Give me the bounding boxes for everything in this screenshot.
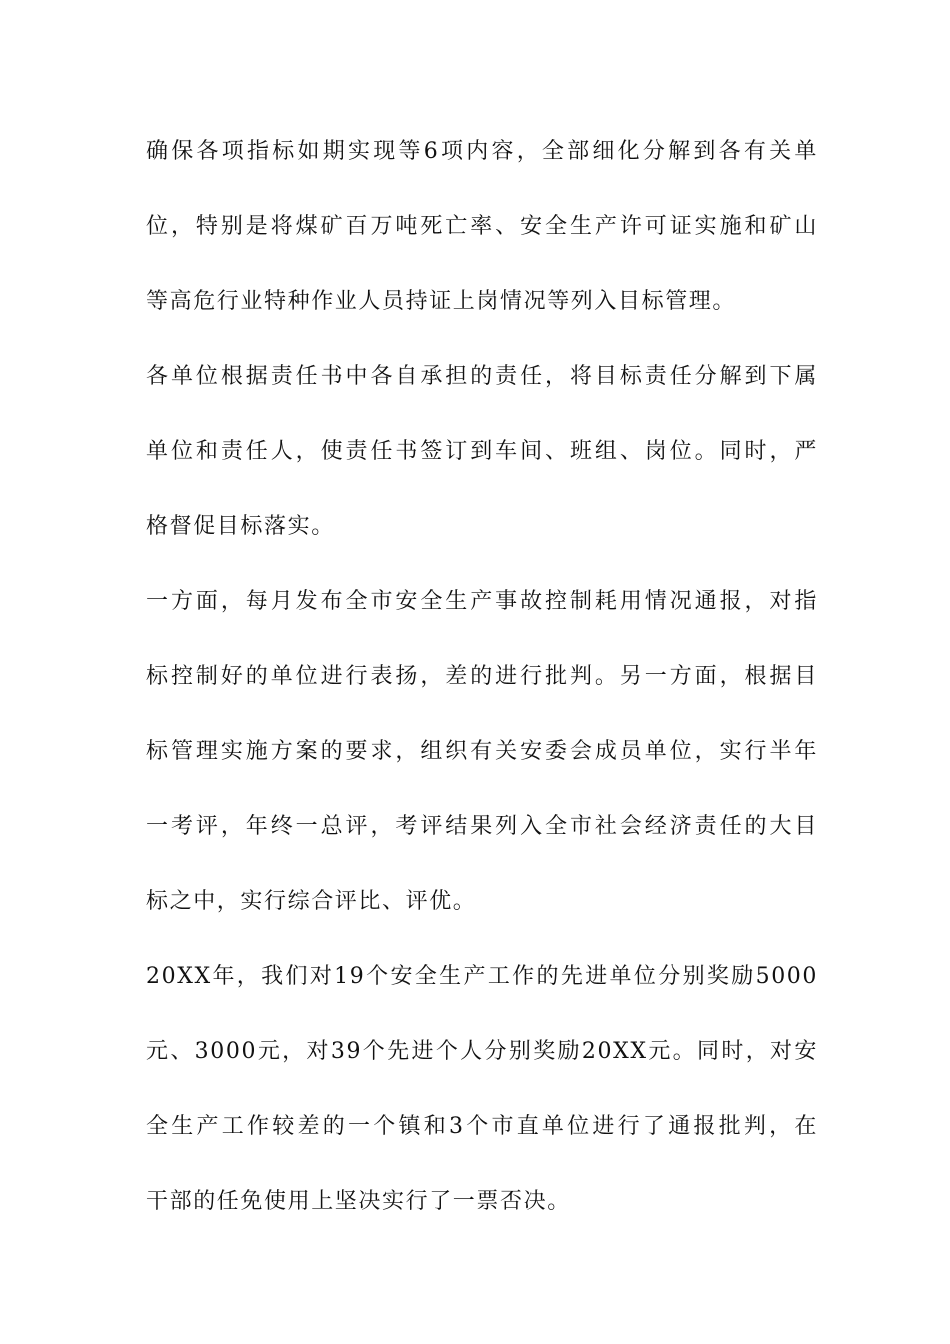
text-line: 一方面，每月发布全市安全生产事故控制耗用情况通报，对指 [146, 589, 818, 614]
text-line: 全生产工作较差的一个镇和3个市直单位进行了通报批判，在 [146, 1114, 818, 1139]
text-line: 标之中，实行综合评比、评优。 [146, 889, 477, 914]
text-line: 标管理实施方案的要求，组织有关安委会成员单位，实行半年 [146, 739, 818, 764]
text-line: 等高危行业特种作业人员持证上岗情况等列入目标管理。 [146, 289, 737, 314]
text-line: 一考评，年终一总评，考评结果列入全市社会经济责任的大目 [146, 814, 818, 839]
text-line: 单位和责任人，使责任书签订到车间、班组、岗位。同时，严 [146, 439, 818, 464]
text-line: 确保各项指标如期实现等6项内容，全部细化分解到各有关单 [146, 139, 818, 164]
text-line: 元、3000元，对39个先进个人分别奖励20XX元。同时，对安 [146, 1039, 818, 1064]
text-line: 20XX年，我们对19个安全生产工作的先进单位分别奖励5000 [146, 964, 818, 989]
text-line: 标控制好的单位进行表扬，差的进行批判。另一方面，根据目 [146, 664, 818, 689]
text-line: 干部的任免使用上坚决实行了一票否决。 [146, 1189, 571, 1214]
text-line: 各单位根据责任书中各自承担的责任，将目标责任分解到下属 [146, 364, 818, 389]
text-line: 格督促目标落实。 [146, 514, 335, 539]
text-line: 位，特别是将煤矿百万吨死亡率、安全生产许可证实施和矿山 [146, 214, 818, 239]
